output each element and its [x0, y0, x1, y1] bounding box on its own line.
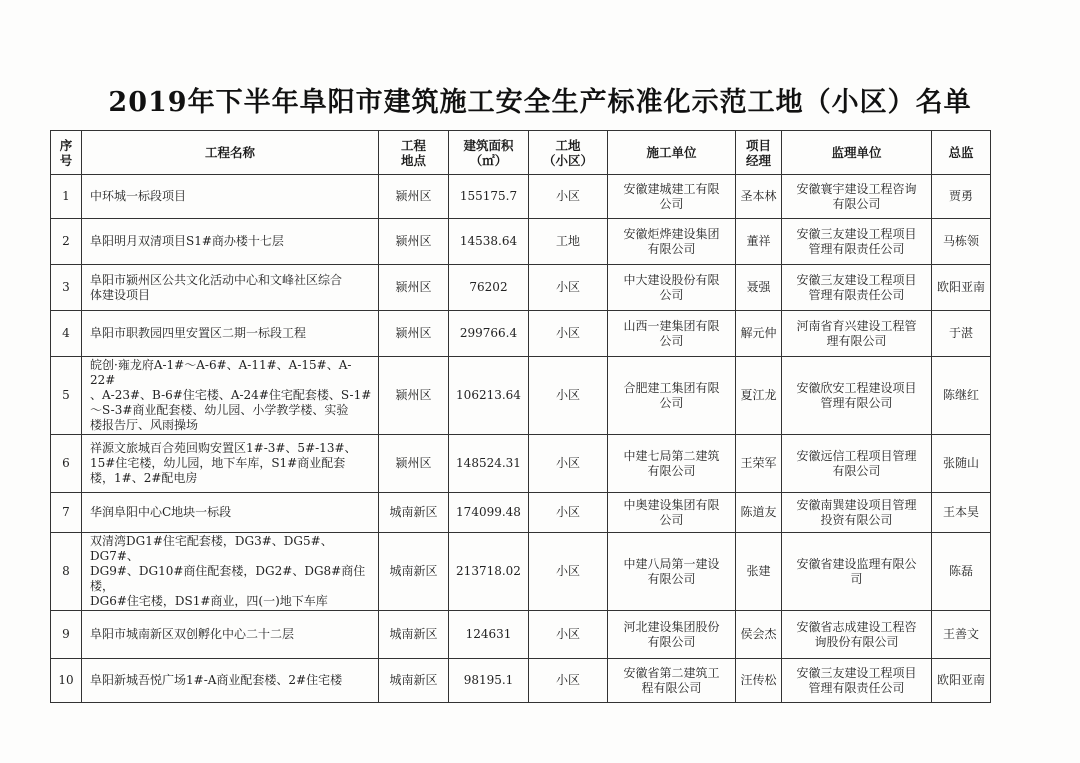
cell-project: 阜阳市职教园四里安置区二期一标段工程 — [82, 311, 379, 357]
cell-chief: 贾勇 — [932, 175, 991, 219]
cell-supervisor: 安徽三友建设工程项目 管理有限责任公司 — [782, 219, 932, 265]
header-manager: 项目 经理 — [736, 131, 782, 175]
page-title: 2019年下半年阜阳市建筑施工安全生产标准化示范工地（小区）名单 — [108, 87, 972, 118]
cell-contractor: 安徽炬烨建设集团 有限公司 — [608, 219, 736, 265]
cell-location: 颍州区 — [379, 265, 449, 311]
cell-supervisor: 安徽省志成建设工程咨 询股份有限公司 — [782, 611, 932, 659]
cell-supervisor: 安徽南巽建设项目管理 投资有限公司 — [782, 493, 932, 533]
cell-seq: 5 — [51, 357, 82, 435]
cell-chief: 陈磊 — [932, 533, 991, 611]
cell-site-type: 小区 — [529, 357, 608, 435]
cell-project: 阜阳明月双清项目S1#商办楼十七层 — [82, 219, 379, 265]
table-row — [51, 175, 991, 219]
cell-area: 299766.4 — [449, 311, 529, 357]
cell-manager: 陈道友 — [736, 493, 782, 533]
cell-chief: 王善文 — [932, 611, 991, 659]
cell-contractor: 中建八局第一建设 有限公司 — [608, 533, 736, 611]
table-row — [51, 493, 991, 533]
header-project: 工程名称 — [82, 131, 379, 175]
cell-supervisor: 河南省育兴建设工程管 理有限公司 — [782, 311, 932, 357]
header-seq: 序 号 — [51, 131, 82, 175]
cell-project: 祥源文旅城百合苑回购安置区1#-3#、5#-13#、 15#住宅楼，幼儿园，地下车库，S1#商业配套 楼，1#、2#配电房 — [82, 435, 379, 493]
cell-project: 华润阜阳中心C地块一标段 — [82, 493, 379, 533]
table-row — [51, 265, 991, 311]
header-area: 建筑面积 （㎡） — [449, 131, 529, 175]
cell-site-type: 小区 — [529, 175, 608, 219]
cell-area: 155175.7 — [449, 175, 529, 219]
cell-contractor: 山西一建集团有限 公司 — [608, 311, 736, 357]
cell-manager: 圣本林 — [736, 175, 782, 219]
cell-area: 124631 — [449, 611, 529, 659]
cell-area: 148524.31 — [449, 435, 529, 493]
cell-site-type: 工地 — [529, 219, 608, 265]
cell-manager: 汪传松 — [736, 659, 782, 703]
cell-site-type: 小区 — [529, 265, 608, 311]
cell-area: 106213.64 — [449, 357, 529, 435]
cell-location: 颍州区 — [379, 175, 449, 219]
cell-contractor: 中大建设股份有限 公司 — [608, 265, 736, 311]
table-row — [51, 435, 991, 493]
cell-contractor: 合肥建工集团有限 公司 — [608, 357, 736, 435]
cell-supervisor: 安徽省建设监理有限公 司 — [782, 533, 932, 611]
cell-area: 174099.48 — [449, 493, 529, 533]
table-row — [51, 357, 991, 435]
cell-contractor: 河北建设集团股份 有限公司 — [608, 611, 736, 659]
cell-location: 城南新区 — [379, 493, 449, 533]
cell-manager: 张建 — [736, 533, 782, 611]
cell-supervisor: 安徽三友建设工程项目 管理有限责任公司 — [782, 265, 932, 311]
cell-chief: 王本昊 — [932, 493, 991, 533]
cell-site-type: 小区 — [529, 311, 608, 357]
cell-manager: 解元仲 — [736, 311, 782, 357]
cell-supervisor: 安徽欣安工程建设项目 管理有限公司 — [782, 357, 932, 435]
cell-chief: 欧阳亚南 — [932, 265, 991, 311]
cell-manager: 聂强 — [736, 265, 782, 311]
cell-seq: 9 — [51, 611, 82, 659]
cell-contractor: 安徽建城建工有限 公司 — [608, 175, 736, 219]
header-site-type: 工地 （小区） — [529, 131, 608, 175]
table-row — [51, 659, 991, 703]
cell-area: 98195.1 — [449, 659, 529, 703]
cell-chief: 张随山 — [932, 435, 991, 493]
cell-contractor: 中奥建设集团有限 公司 — [608, 493, 736, 533]
cell-manager: 夏江龙 — [736, 357, 782, 435]
cell-site-type: 小区 — [529, 493, 608, 533]
cell-seq: 4 — [51, 311, 82, 357]
header-location: 工程 地点 — [379, 131, 449, 175]
cell-supervisor: 安徽寰宇建设工程咨询 有限公司 — [782, 175, 932, 219]
cell-supervisor: 安徽远信工程项目管理 有限公司 — [782, 435, 932, 493]
cell-seq: 1 — [51, 175, 82, 219]
cell-chief: 于湛 — [932, 311, 991, 357]
header-chief: 总监 — [932, 131, 991, 175]
cell-project: 阜阳市城南新区双创孵化中心二十二层 — [82, 611, 379, 659]
cell-manager: 董祥 — [736, 219, 782, 265]
cell-area: 213718.02 — [449, 533, 529, 611]
cell-area: 76202 — [449, 265, 529, 311]
table-row — [51, 611, 991, 659]
cell-project: 皖创·雍龙府A-1#～A-6#、A-11#、A-15#、A-22# 、A-23#、B-6#住宅楼、A-24#住宅配套楼、S-1# ～S-3#商业配套楼、幼儿园、小学教学楼、实验 楼报告厅、风雨操场 — [82, 357, 379, 435]
cell-seq: 7 — [51, 493, 82, 533]
header-supervisor: 监理单位 — [782, 131, 932, 175]
cell-seq: 10 — [51, 659, 82, 703]
cell-project: 双清湾DG1#住宅配套楼，DG3#、DG5#、DG7#、 DG9#、DG10#商住配套楼，DG2#、DG8#商住楼， DG6#住宅楼，DS1#商业，四(一)地下车库 — [82, 533, 379, 611]
demo-site-table — [50, 130, 991, 703]
cell-manager: 侯会杰 — [736, 611, 782, 659]
cell-site-type: 小区 — [529, 659, 608, 703]
cell-location: 城南新区 — [379, 533, 449, 611]
cell-chief: 马栋领 — [932, 219, 991, 265]
cell-seq: 6 — [51, 435, 82, 493]
header-contractor: 施工单位 — [608, 131, 736, 175]
cell-site-type: 小区 — [529, 611, 608, 659]
cell-area: 14538.64 — [449, 219, 529, 265]
cell-location: 颍州区 — [379, 357, 449, 435]
cell-project: 阜阳新城吾悦广场1#-A商业配套楼、2#住宅楼 — [82, 659, 379, 703]
cell-seq: 8 — [51, 533, 82, 611]
cell-manager: 王荣军 — [736, 435, 782, 493]
cell-site-type: 小区 — [529, 533, 608, 611]
table-row — [51, 311, 991, 357]
cell-supervisor: 安徽三友建设工程项目 管理有限责任公司 — [782, 659, 932, 703]
cell-location: 颍州区 — [379, 219, 449, 265]
cell-project: 中环城一标段项目 — [82, 175, 379, 219]
cell-chief: 欧阳亚南 — [932, 659, 991, 703]
cell-seq: 3 — [51, 265, 82, 311]
table-row — [51, 219, 991, 265]
cell-project: 阜阳市颍州区公共文化活动中心和文峰社区综合 体建设项目 — [82, 265, 379, 311]
cell-contractor: 中建七局第二建筑 有限公司 — [608, 435, 736, 493]
cell-location: 城南新区 — [379, 611, 449, 659]
cell-chief: 陈继红 — [932, 357, 991, 435]
table-header-row — [51, 131, 991, 175]
table-row — [51, 533, 991, 611]
cell-location: 颍州区 — [379, 311, 449, 357]
cell-location: 颍州区 — [379, 435, 449, 493]
cell-contractor: 安徽省第二建筑工 程有限公司 — [608, 659, 736, 703]
cell-site-type: 小区 — [529, 435, 608, 493]
cell-location: 城南新区 — [379, 659, 449, 703]
cell-seq: 2 — [51, 219, 82, 265]
